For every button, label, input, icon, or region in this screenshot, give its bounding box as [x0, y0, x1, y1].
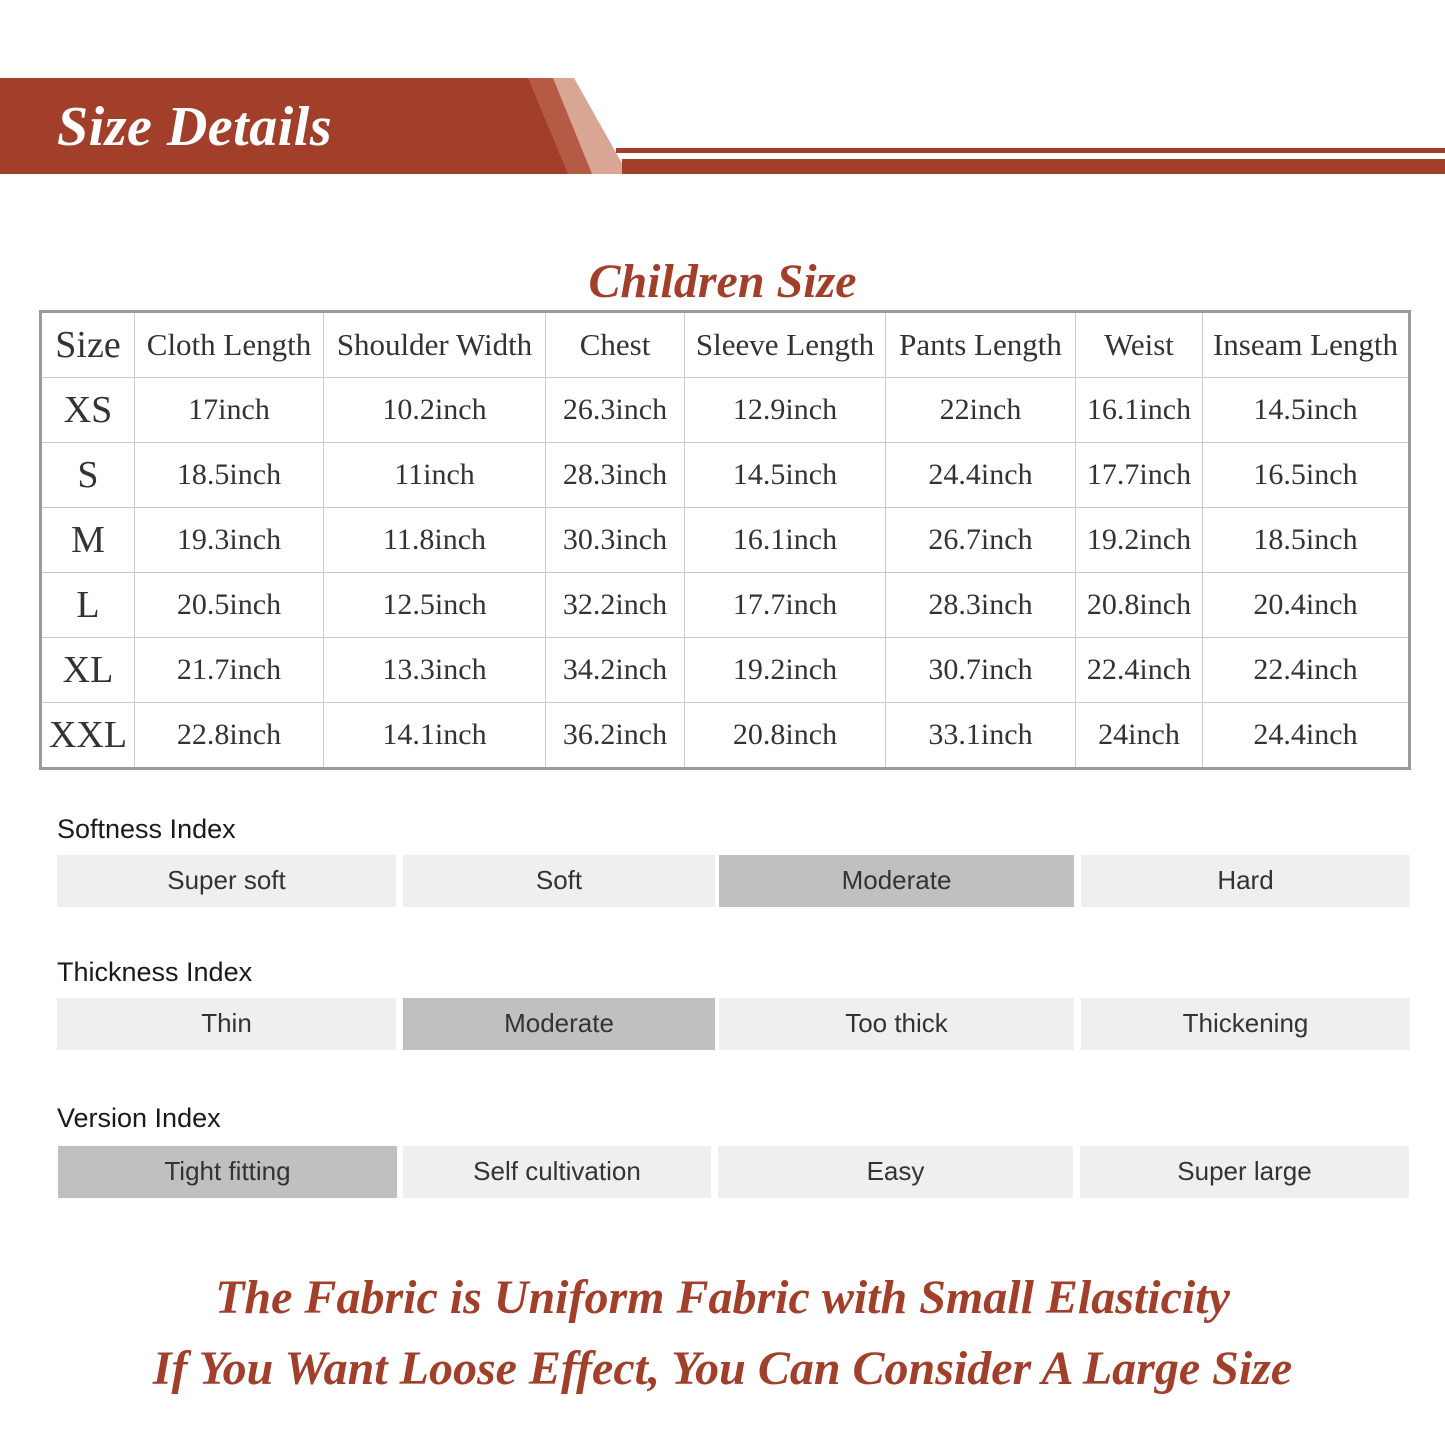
- size-cell: XS: [41, 378, 135, 443]
- table-cell: 22.4inch: [1076, 638, 1203, 703]
- table-cell: 19.2inch: [685, 638, 886, 703]
- table-cell: 36.2inch: [546, 703, 685, 769]
- table-row: [41, 508, 1410, 573]
- table-cell: 24.4inch: [886, 443, 1076, 508]
- softness-option: Super soft: [57, 855, 396, 907]
- table-cell: 19.2inch: [1076, 508, 1203, 573]
- thickness-index-label: Thickness Index: [57, 957, 253, 987]
- table-row: [41, 378, 1410, 443]
- size-cell: L: [41, 573, 135, 638]
- table-cell: 32.2inch: [546, 573, 685, 638]
- table-cell: 14.5inch: [685, 443, 886, 508]
- table-cell: 24.4inch: [1203, 703, 1410, 769]
- table-cell: 12.5inch: [324, 573, 546, 638]
- table-cell: 14.5inch: [1203, 378, 1410, 443]
- table-cell: 17.7inch: [1076, 443, 1203, 508]
- table-row: [41, 443, 1410, 508]
- table-cell: 20.5inch: [135, 573, 324, 638]
- table-cell: 16.1inch: [685, 508, 886, 573]
- size-table: [39, 310, 1411, 770]
- thickness-index-scale: [57, 998, 1410, 1050]
- table-cell: 17inch: [135, 378, 324, 443]
- table-row: [41, 573, 1410, 638]
- version-option: Tight fitting: [58, 1146, 397, 1198]
- table-cell: 28.3inch: [546, 443, 685, 508]
- table-cell: 16.1inch: [1076, 378, 1203, 443]
- fabric-note: The Fabric is Uniform Fabric with Small Elasticity: [215, 1271, 1230, 1324]
- column-header: Chest: [546, 312, 685, 378]
- column-header: Cloth Length: [135, 312, 324, 378]
- table-cell: 19.3inch: [135, 508, 324, 573]
- softness-option: Moderate: [719, 855, 1074, 907]
- column-header: Inseam Length: [1203, 312, 1410, 378]
- softness-option: Soft: [403, 855, 715, 907]
- thickness-option: Moderate: [403, 998, 715, 1050]
- table-cell: 33.1inch: [886, 703, 1076, 769]
- table-cell: 22.8inch: [135, 703, 324, 769]
- table-cell: 20.4inch: [1203, 573, 1410, 638]
- size-cell: M: [41, 508, 135, 573]
- table-cell: 22.4inch: [1203, 638, 1410, 703]
- table-cell: 18.5inch: [1203, 508, 1410, 573]
- table-cell: 11.8inch: [324, 508, 546, 573]
- table-title: Children Size: [588, 255, 857, 308]
- table-cell: 34.2inch: [546, 638, 685, 703]
- size-cell: XL: [41, 638, 135, 703]
- column-header: Weist: [1076, 312, 1203, 378]
- table-row: [41, 703, 1410, 769]
- table-cell: 21.7inch: [135, 638, 324, 703]
- thickness-option: Thickening: [1081, 998, 1410, 1050]
- table-header-row: [41, 312, 1410, 378]
- table-cell: 26.7inch: [886, 508, 1076, 573]
- softness-index-scale: [57, 855, 1410, 907]
- size-advice-note: If You Want Loose Effect, You Can Consider A Large Size: [152, 1342, 1293, 1395]
- page-title: Size Details: [57, 96, 333, 158]
- table-cell: 11inch: [324, 443, 546, 508]
- column-header: Sleeve Length: [685, 312, 886, 378]
- table-cell: 20.8inch: [685, 703, 886, 769]
- column-header: Size: [41, 312, 135, 378]
- table-cell: 22inch: [886, 378, 1076, 443]
- table-cell: 18.5inch: [135, 443, 324, 508]
- size-cell: XXL: [41, 703, 135, 769]
- column-header: Shoulder Width: [324, 312, 546, 378]
- thickness-option: Thin: [57, 998, 396, 1050]
- table-cell: 28.3inch: [886, 573, 1076, 638]
- version-option: Easy: [718, 1146, 1073, 1198]
- table-cell: 14.1inch: [324, 703, 546, 769]
- table-cell: 13.3inch: [324, 638, 546, 703]
- softness-option: Hard: [1081, 855, 1410, 907]
- column-header: Pants Length: [886, 312, 1076, 378]
- table-cell: 16.5inch: [1203, 443, 1410, 508]
- softness-index-label: Softness Index: [57, 814, 236, 844]
- version-option: Super large: [1080, 1146, 1409, 1198]
- table-cell: 12.9inch: [685, 378, 886, 443]
- table-cell: 17.7inch: [685, 573, 886, 638]
- size-cell: S: [41, 443, 135, 508]
- table-cell: 30.3inch: [546, 508, 685, 573]
- table-cell: 20.8inch: [1076, 573, 1203, 638]
- table-cell: 26.3inch: [546, 378, 685, 443]
- table-cell: 24inch: [1076, 703, 1203, 769]
- table-cell: 10.2inch: [324, 378, 546, 443]
- version-index-scale: [57, 1146, 1410, 1198]
- version-index-label: Version Index: [57, 1103, 221, 1133]
- version-option: Self cultivation: [403, 1146, 711, 1198]
- table-row: [41, 638, 1410, 703]
- thickness-option: Too thick: [719, 998, 1074, 1050]
- table-cell: 30.7inch: [886, 638, 1076, 703]
